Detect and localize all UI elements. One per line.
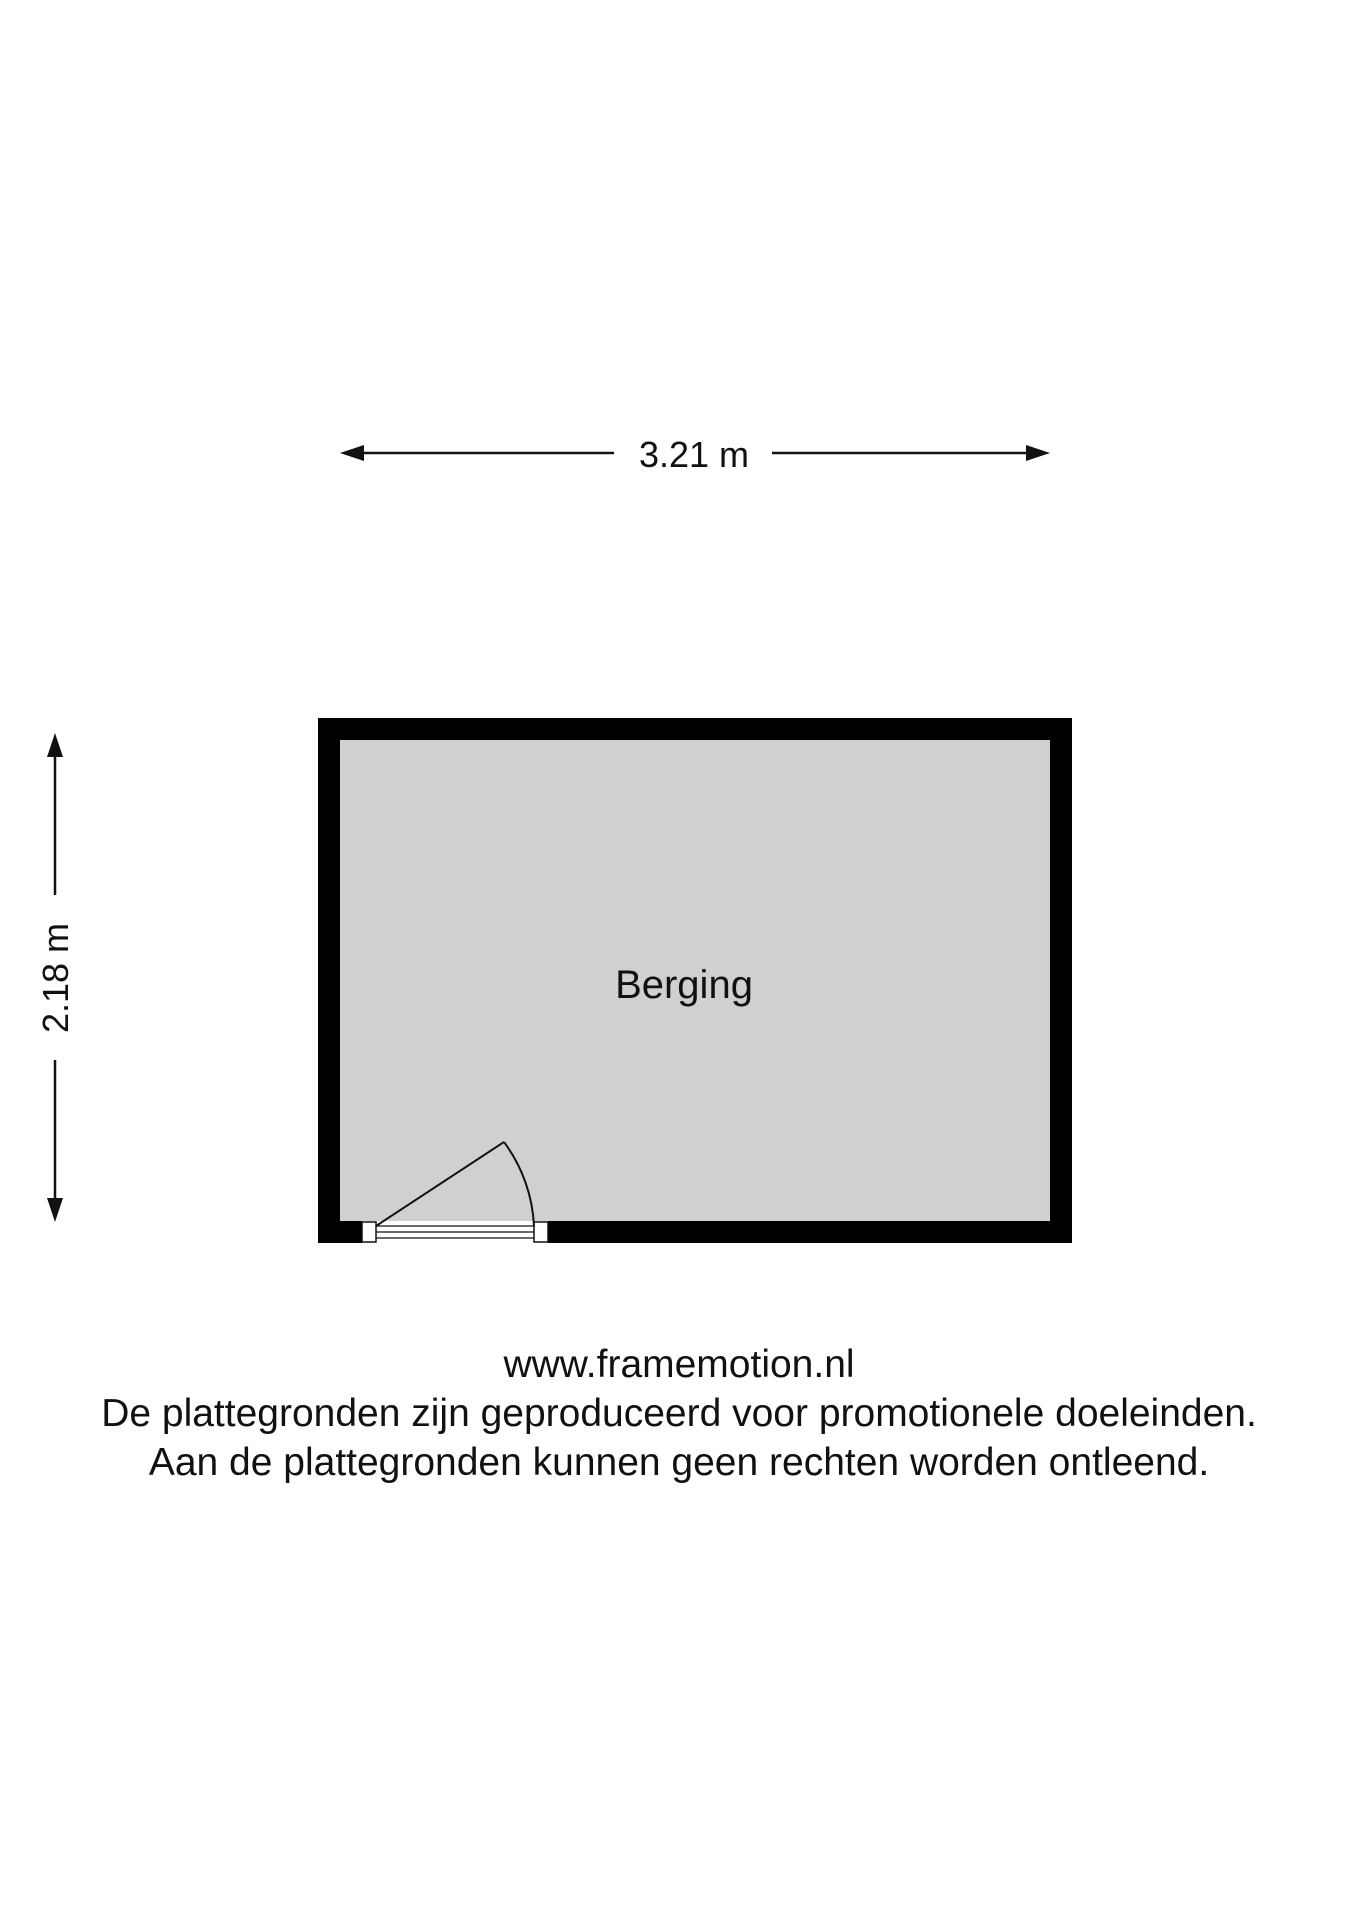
disclaimer-line-2: Aan de plattegronden kunnen geen rechten worden ontleend. xyxy=(148,1441,1210,1484)
height-label: 2.18 m xyxy=(35,922,76,1034)
disclaimer-line-1: De plattegronden zijn geproduceerd voor promotionele doeleinden. xyxy=(101,1392,1257,1435)
width-dimension xyxy=(340,434,1050,475)
room-berging xyxy=(318,718,1072,1243)
width-label: 3.21 m xyxy=(638,434,750,475)
door-jamb-right xyxy=(534,1222,548,1242)
height-arrow-bottom-icon xyxy=(47,1198,63,1222)
footer xyxy=(0,1340,1358,1487)
door-jamb-left xyxy=(362,1222,376,1242)
height-arrow-top-icon xyxy=(47,733,63,757)
room-label: Berging xyxy=(615,963,753,1007)
width-arrow-left-icon xyxy=(340,445,364,461)
width-arrow-right-icon xyxy=(1026,445,1050,461)
website-link[interactable]: www.framemotion.nl xyxy=(503,1343,855,1386)
height-dimension xyxy=(35,733,76,1222)
